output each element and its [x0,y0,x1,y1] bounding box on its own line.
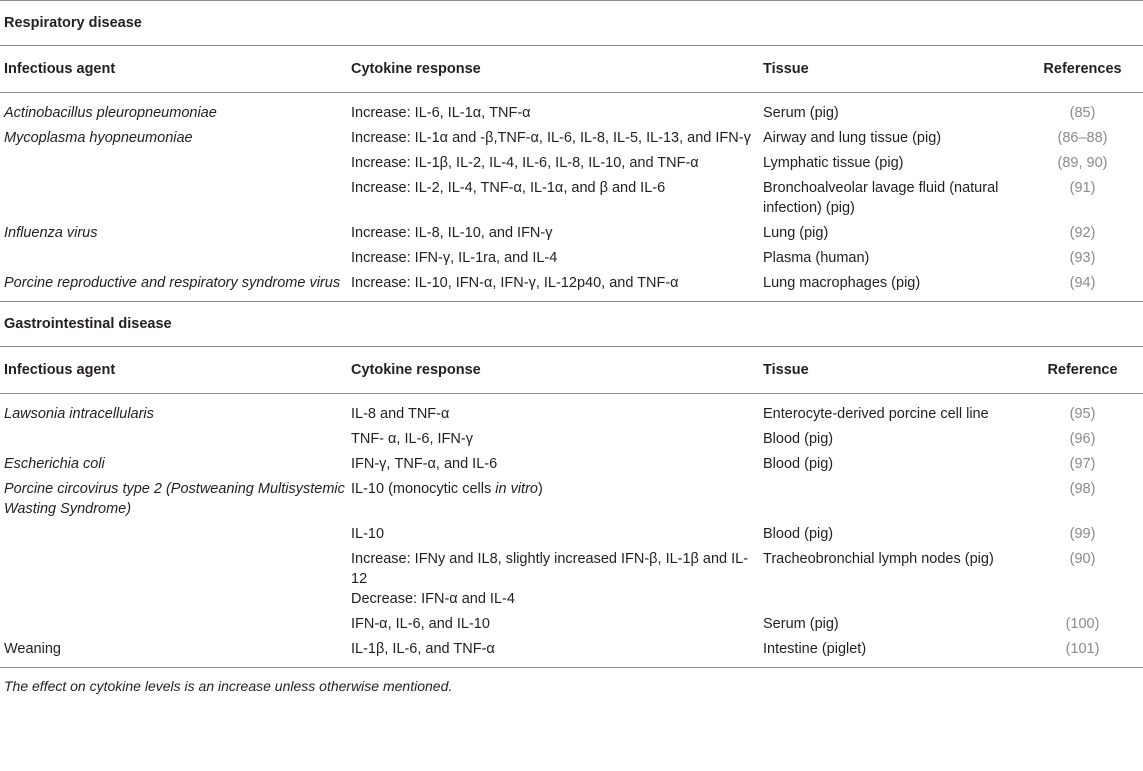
header-agent: Infectious agent [0,46,351,93]
section-respiratory [0,1,1143,46]
table-row [0,427,1143,452]
tissue-cell: Lung (pig) [763,225,829,241]
header-tissue: Tissue [763,347,1022,394]
agent-cell [0,522,351,547]
table-row [0,452,1143,477]
reference-link[interactable]: (91) [1069,180,1096,196]
reference-link[interactable]: (98) [1069,481,1096,497]
response-cell: IL-8 and TNF-α [351,406,450,422]
response-cell: Increase: IL-10, IFN-α, IFN-γ, IL-12p40, and TNF-α [351,275,679,291]
agent-cell [0,547,351,612]
response-cell: Increase: IL-1α and -β,TNF-α, IL-6, IL-8, IL-5, IL-13, and IFN-γ [351,130,751,146]
table-row [0,246,1143,271]
reference-link[interactable]: (85) [1069,105,1096,121]
agent-cell: Escherichia coli [4,456,105,472]
tissue-cell: Intestine (piglet) [763,641,867,657]
tissue-cell: Tracheobronchial lymph nodes (pig) [763,551,994,567]
agent-cell: Actinobacillus pleuropneumoniae [4,105,217,121]
table-row [0,151,1143,176]
agent-cell [0,151,351,176]
reference-link[interactable]: (89, 90) [1057,155,1108,171]
response-cell: Increase: IL-1β, IL-2, IL-4, IL-6, IL-8, IL-10, and TNF-α [351,155,699,171]
reference-link[interactable]: (94) [1069,275,1096,291]
agent-cell: Influenza virus [4,225,98,241]
response-line: Increase: IFNy and IL8, slightly increased IFN-β, IL-1β and IL-12 [351,551,749,587]
tissue-cell: Lymphatic tissue (pig) [763,155,904,171]
reference-link[interactable]: (90) [1069,551,1096,567]
tissue-cell: Enterocyte-derived porcine cell line [763,406,989,422]
response-cell: IL-10 [351,526,385,542]
reference-link[interactable]: (95) [1069,406,1096,422]
response-cell: Increase: IL-2, IL-4, TNF-α, IL-1α, and β and IL-6 [351,180,666,196]
table-footnote: The effect on cytokine levels is an increase unless otherwise mentioned. [0,668,1143,707]
table-row [0,394,1143,428]
agent-cell [0,246,351,271]
response-cell: IL-1β, IL-6, and TNF-α [351,641,495,657]
tissue-cell: Blood (pig) [763,456,834,472]
agent-cell [0,427,351,452]
tissue-cell: Bronchoalveolar lavage fluid (natural infection) (pig) [763,180,999,216]
header-row [0,46,1143,93]
response-cell: Increase: IL-8, IL-10, and IFN-γ [351,225,553,241]
response-cell: IFN-γ, TNF-α, and IL-6 [351,456,498,472]
section-gastrointestinal [0,302,1143,347]
tissue-cell: Plasma (human) [763,250,870,266]
agent-cell: Lawsonia intracellularis [4,406,154,422]
header-row [0,347,1143,394]
tissue-cell: Serum (pig) [763,105,839,121]
response-cell: IFN-α, IL-6, and IL-10 [351,616,490,632]
section-title: Respiratory disease [0,1,1143,46]
table-row [0,477,1143,522]
tissue-cell [763,477,1022,522]
response-cell: TNF- α, IL-6, IFN-γ [351,431,473,447]
header-response: Cytokine response [351,46,763,93]
tissue-cell: Serum (pig) [763,616,839,632]
response-cell: Increase: IL-6, IL-1α, TNF-α [351,105,531,121]
response-cell [351,477,763,522]
table-row [0,126,1143,151]
reference-link[interactable]: (97) [1069,456,1096,472]
response-text: IL-10 (monocytic cells [351,481,496,497]
section-title: Gastrointestinal disease [0,302,1143,347]
table-row [0,221,1143,246]
reference-link[interactable]: (96) [1069,431,1096,447]
response-italic: in vitro [495,481,538,497]
table-row [0,522,1143,547]
table-row [0,637,1143,668]
agent-cell [0,176,351,221]
response-cell: Increase: IFN-γ, IL-1ra, and IL-4 [351,250,558,266]
table-row [0,271,1143,302]
agent-cell: Mycoplasma hyopneumoniae [4,130,193,146]
header-response: Cytokine response [351,347,763,394]
agent-cell: Weaning [4,641,61,657]
tissue-cell: Lung macrophages (pig) [763,275,921,291]
tissue-cell: Airway and lung tissue (pig) [763,130,942,146]
table-row [0,547,1143,612]
reference-link[interactable]: (93) [1069,250,1096,266]
header-agent: Infectious agent [0,347,351,394]
agent-cell: Porcine circovirus type 2 (Postweaning Multisystemic Wasting Syndrome) [4,481,345,517]
table-row [0,93,1143,127]
agent-cell: Porcine reproductive and respiratory syndrome virus [4,275,341,291]
reference-link[interactable]: (99) [1069,526,1096,542]
table-row [0,612,1143,637]
reference-link[interactable]: (100) [1065,616,1100,632]
header-references: References [1022,46,1143,93]
response-cell [351,547,763,612]
reference-link[interactable]: (101) [1065,641,1100,657]
response-suffix: ) [537,481,543,497]
tissue-cell: Blood (pig) [763,431,834,447]
response-line-decrease: Decrease: IFN-α and IL-4 [351,591,515,607]
tissue-cell: Blood (pig) [763,526,834,542]
agent-cell [0,612,351,637]
header-tissue: Tissue [763,46,1022,93]
reference-link[interactable]: (86–88) [1057,130,1108,146]
header-reference: Reference [1022,347,1143,394]
table-row [0,176,1143,221]
reference-link[interactable]: (92) [1069,225,1096,241]
